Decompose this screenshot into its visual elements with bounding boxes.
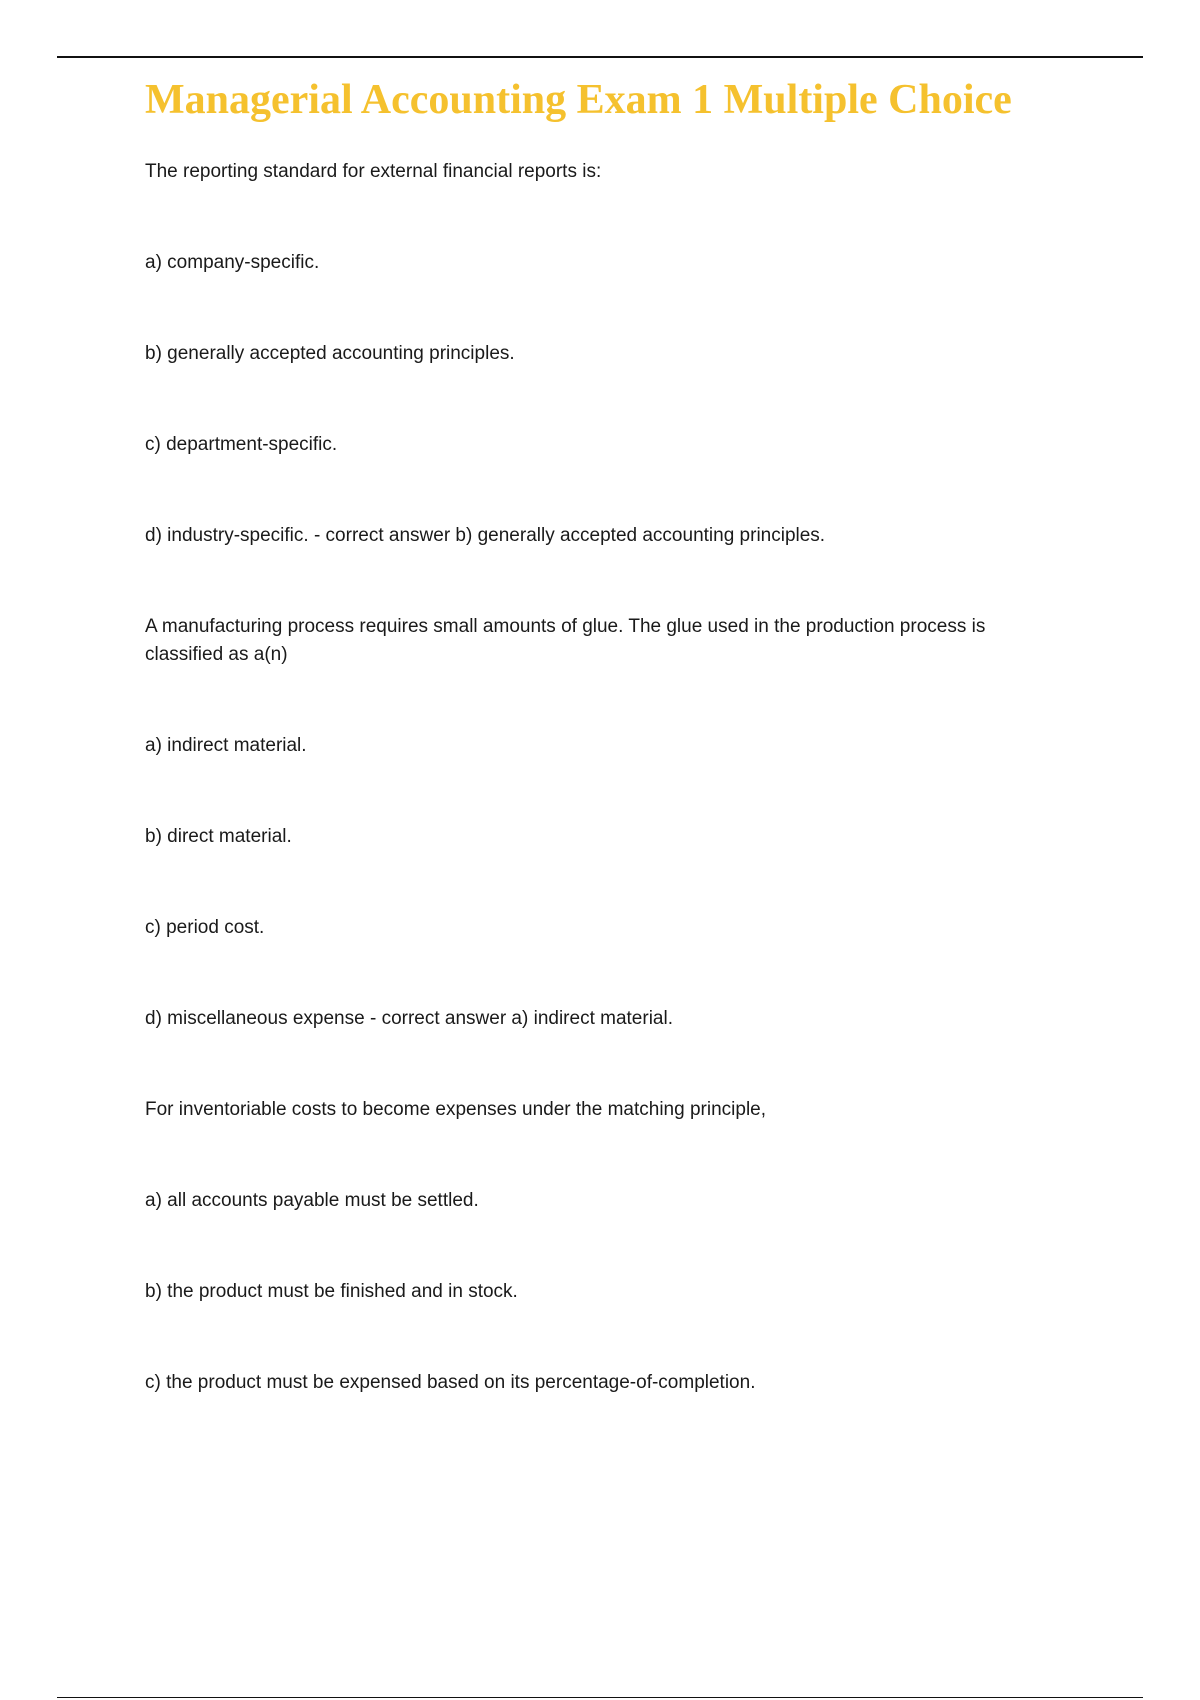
question-2-option-d-answer: d) miscellaneous expense - correct answer a) indirect material. <box>145 1008 673 1029</box>
question-1-stem: The reporting standard for external financial reports is: <box>145 161 602 182</box>
question-3-stem: For inventoriable costs to become expenses under the matching principle, <box>145 1099 767 1120</box>
top-horizontal-rule <box>57 56 1143 58</box>
question-3-option-b: b) the product must be finished and in stock. <box>145 1281 518 1302</box>
question-1-option-c: c) department-specific. <box>145 434 338 455</box>
question-2-option-a: a) indirect material. <box>145 735 307 756</box>
question-2-option-c: c) period cost. <box>145 917 265 938</box>
document-title: Managerial Accounting Exam 1 Multiple Choice <box>145 77 1012 123</box>
question-2-option-b: b) direct material. <box>145 826 292 847</box>
question-3-option-c: c) the product must be expensed based on its percentage-of-completion. <box>145 1372 756 1393</box>
question-1-option-d-answer: d) industry-specific. - correct answer b) generally accepted accounting principles. <box>145 525 826 546</box>
question-1-option-a: a) company-specific. <box>145 252 320 273</box>
document-body <box>145 72 1065 1460</box>
question-2-stem: A manufacturing process requires small amounts of glue. The glue used in the production process is classified as a(n) <box>145 616 986 665</box>
bottom-horizontal-rule <box>57 1697 1143 1698</box>
question-1-option-b: b) generally accepted accounting principles. <box>145 343 515 364</box>
question-3-option-a: a) all accounts payable must be settled. <box>145 1190 479 1211</box>
